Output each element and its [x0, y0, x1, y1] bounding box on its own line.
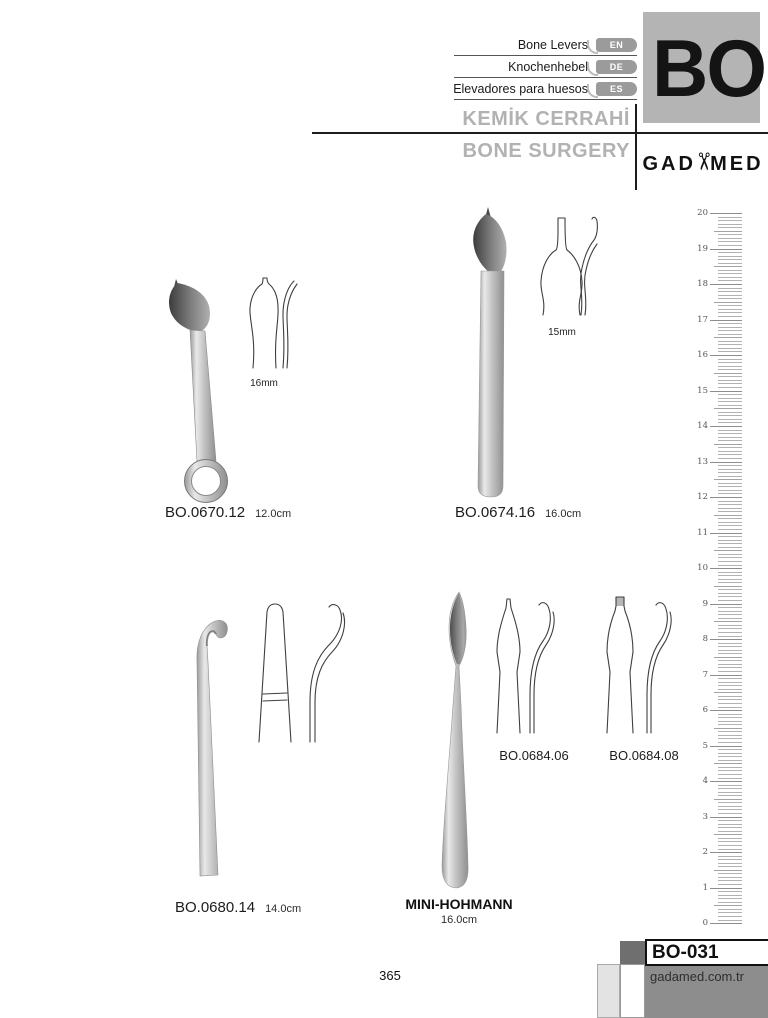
page-title-english: BONE SURGERY	[462, 140, 630, 162]
product-code: BO.0680.14	[175, 899, 256, 916]
product-length: 16.0cm	[545, 508, 582, 520]
instrument-photo-mini-hohmann	[442, 592, 468, 888]
product-label-bo-0680-14	[175, 899, 301, 916]
language-label: Bone Levers	[517, 38, 588, 52]
footer-light-box	[597, 964, 620, 1018]
product-label-bo-0674-16	[455, 504, 581, 521]
product-length: 16.0cm	[440, 914, 478, 926]
page-number: 365	[379, 968, 401, 983]
tip-width-label: 16mm	[250, 378, 278, 389]
instrument-photo-bo-0670-12	[169, 279, 228, 503]
product-code: BO.0674.16	[455, 504, 536, 521]
category-code: BO	[652, 21, 765, 114]
tip-detail-drawing-bo-0670-12	[250, 278, 297, 368]
language-code-badge: ES	[596, 82, 637, 96]
product-length: 12.0cm	[255, 508, 292, 520]
product-code: BO.0670.12	[165, 504, 246, 521]
footer-website: gadamed.com.tr	[645, 966, 768, 1018]
product-name: MINI-HOHMANN	[405, 896, 513, 912]
tip-detail-drawing-bo-0674-16	[541, 217, 597, 315]
product-length: 14.0cm	[265, 903, 302, 915]
footer-page-code: BO-031	[645, 939, 768, 966]
language-label: Elevadores para huesos	[453, 82, 588, 96]
footer-dark-square	[620, 941, 645, 964]
variant-code-label: BO.0684.08	[609, 748, 679, 763]
language-code-badge: DE	[596, 60, 637, 74]
product-label-mini-hohmann	[398, 896, 520, 926]
tip-width-label: 15mm	[548, 327, 576, 338]
language-code-badge: EN	[596, 38, 637, 52]
tip-detail-drawing-bo-0680-14	[259, 604, 345, 742]
product-label-bo-0670-12	[165, 504, 291, 521]
footer-white-box	[620, 964, 645, 1018]
scissors-icon: ✂	[689, 150, 717, 172]
instrument-photo-bo-0674-16	[473, 207, 506, 497]
brand-text: MED	[710, 152, 764, 175]
language-label: Knochenhebel	[508, 60, 588, 74]
variant-code-label: BO.0684.06	[499, 748, 569, 763]
page-title-local: KEMİK CERRAHİ	[462, 108, 630, 130]
tip-detail-drawing-bo-0684-06	[497, 599, 554, 733]
ruler: 20 19 18 17 16 15 14 13 12 11 10 9 8 7 6 5 4 3 2 1 0	[695, 0, 755, 1018]
brand-text: GAD	[642, 152, 696, 175]
instrument-photo-bo-0680-14	[197, 620, 227, 876]
tip-detail-drawing-bo-0684-08	[607, 597, 671, 733]
